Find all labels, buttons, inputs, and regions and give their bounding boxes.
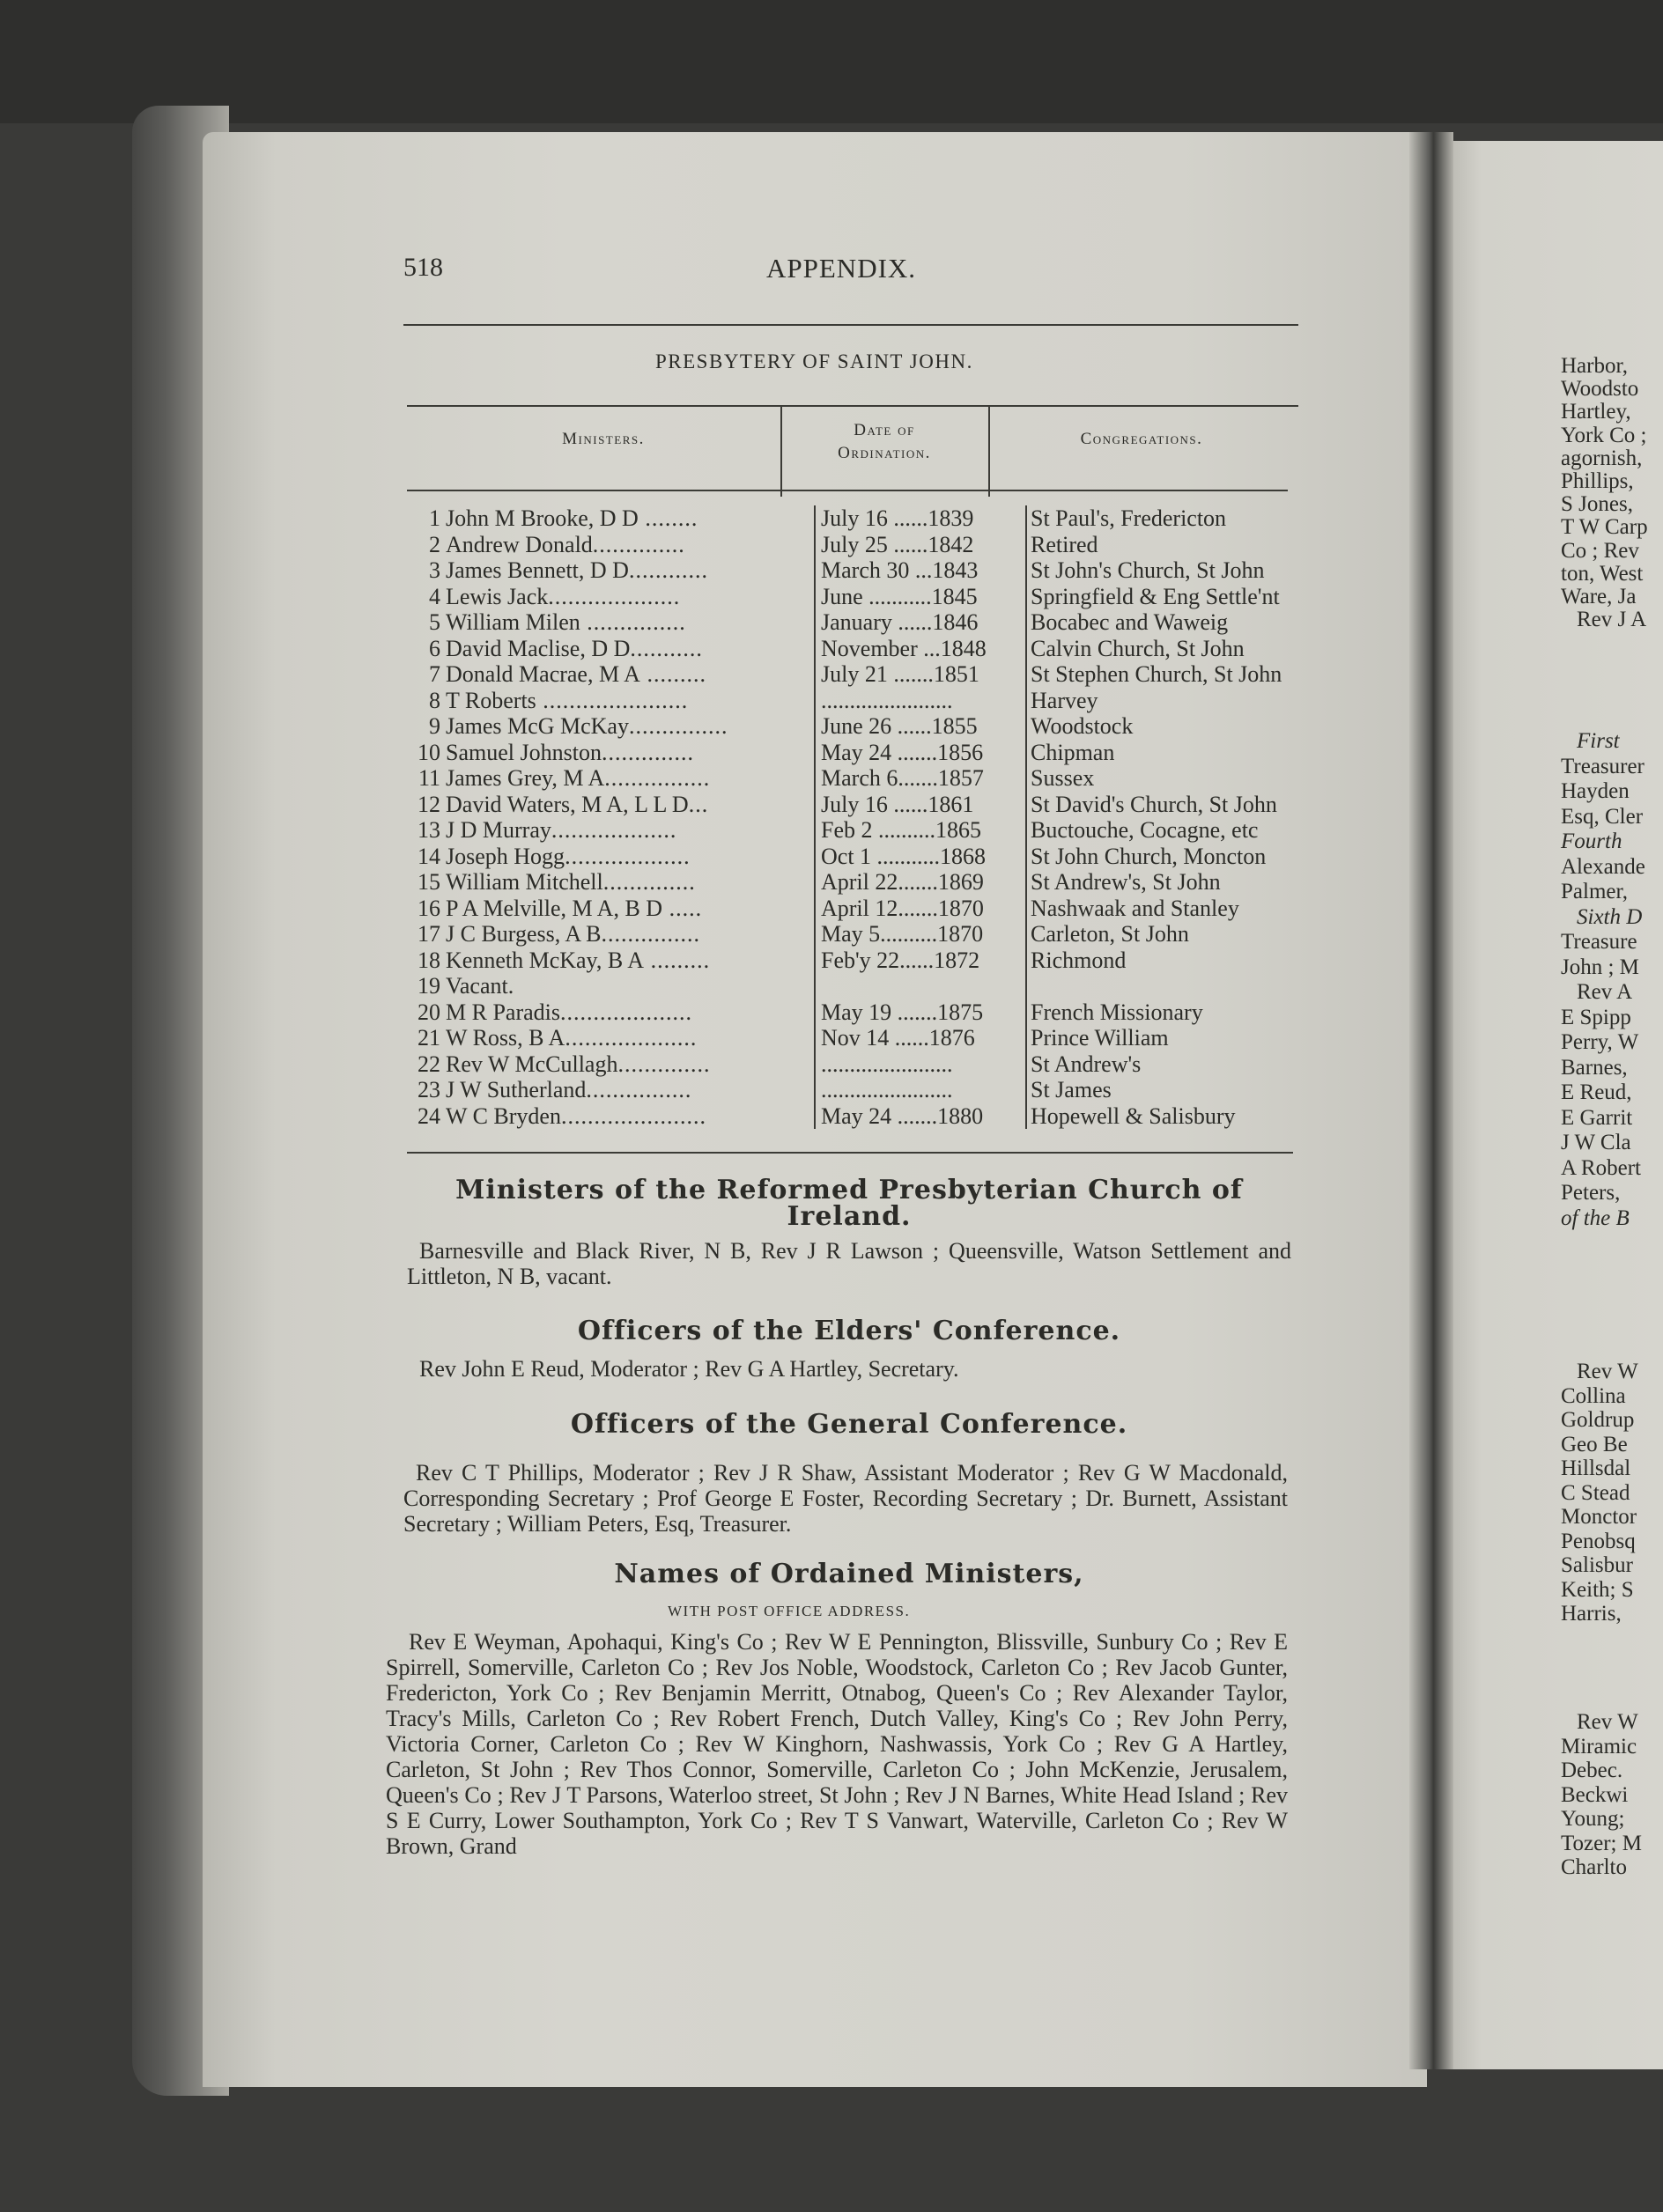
right-page-line: ton, West (1561, 561, 1644, 586)
ordination-date: March 30 ...1843 (815, 557, 1026, 584)
leader-dots: ........... (630, 635, 703, 661)
leader-dots: ................ (586, 1077, 692, 1102)
right-page-line: Charlto (1561, 1855, 1627, 1879)
ordination-date (815, 973, 1026, 999)
right-page-line: T W Carp (1561, 515, 1648, 540)
right-page-line: Barnes, (1561, 1055, 1628, 1080)
right-page-line: Esq, Cler (1561, 804, 1644, 829)
ordained-subheading: WITH POST OFFICE ADDRESS. (668, 1603, 911, 1619)
congregation: Calvin Church, St John (1026, 636, 1282, 662)
table-row (407, 817, 1282, 844)
reformed-heading-line2: Ireland. (787, 1201, 912, 1232)
table-row (407, 688, 1282, 714)
right-page-line: Hartley, (1561, 400, 1631, 424)
right-page-line: York Co ; (1561, 423, 1647, 447)
right-page-line: Rev W (1577, 1360, 1638, 1383)
congregation: Nashwaak and Stanley (1026, 896, 1282, 922)
right-page-line: Treasurer (1561, 754, 1645, 778)
row-number: 18 (418, 947, 440, 973)
right-page-line: Monctor (1561, 1505, 1637, 1529)
reformed-body: Barnesville and Black River, N B, Rev J R Lawson ; Queensville, Watson Settlement and Littleton, N B, vacant. (407, 1238, 1291, 1289)
film-border (0, 0, 1663, 123)
right-page-line: Collina (1561, 1383, 1626, 1408)
minister-name-cell (446, 1103, 815, 1130)
minister-name-cell (446, 609, 815, 636)
col-divider-1 (780, 405, 782, 497)
ordination-date: April 12.......1870 (815, 896, 1026, 922)
right-page-line: Rev J A (1577, 608, 1647, 632)
right-page-line: Perry, W (1561, 1030, 1639, 1054)
ordination-date: July 16 ......1839 (815, 505, 1026, 532)
leader-dots: .............. (602, 869, 696, 895)
leader-dots: .............. (617, 1051, 711, 1077)
minister-name: J C Burgess, A B (446, 921, 602, 947)
ministers-table (407, 505, 1282, 1129)
general-body: Rev C T Phillips, Moderator ; Rev J R Shaw, Assistant Moderator ; Rev G W Macdonald, Corresponding Secretary ; Prof George E Foster, Recording Secretary ; Dr. Burnett, Assistant Secretary ; William Peters, Esq, Treasurer. (403, 1460, 1288, 1537)
right-page-line: Penobsq (1561, 1529, 1636, 1553)
ordination-date: July 21 .......1851 (815, 661, 1026, 688)
congregation: Buctouche, Cocagne, etc (1026, 817, 1282, 844)
right-page-line: Palmer, (1561, 880, 1629, 903)
leader-dots: .............. (592, 531, 685, 557)
leader-dots: ................... (565, 843, 691, 869)
congregation: St Andrew's, St John (1026, 869, 1282, 896)
minister-name: Lewis Jack (446, 583, 549, 609)
row-number: 17 (418, 921, 440, 947)
leader-dots: ... (688, 791, 709, 817)
table-row (407, 584, 1282, 610)
minister-name: Donald Macrae, M A (446, 661, 640, 687)
minister-name: Rev W McCullagh (446, 1051, 618, 1077)
row-number: 3 (429, 557, 440, 583)
col-header-date (782, 419, 987, 465)
ordination-date: November ...1848 (815, 636, 1026, 662)
minister-name-cell (446, 792, 815, 818)
congregation: St Andrew's (1026, 1051, 1282, 1078)
congregation: St James (1026, 1077, 1282, 1103)
minister-name: John M Brooke, D D (446, 505, 639, 531)
row-number: 5 (429, 609, 440, 635)
right-page-line: Harbor, (1561, 354, 1629, 378)
ordination-date: July 25 ......1842 (815, 532, 1026, 558)
table-row (407, 921, 1282, 947)
minister-name-cell (446, 1077, 815, 1103)
table-row (407, 636, 1282, 662)
table-row (407, 869, 1282, 896)
minister-name: James Bennett, D D (446, 557, 629, 583)
page-number: 518 (403, 253, 443, 282)
minister-name: David Maclise, D D (446, 635, 631, 661)
minister-name-cell (446, 636, 815, 662)
right-page-line: Sixth D (1577, 904, 1643, 929)
ordained-heading: Names of Ordained Ministers, (614, 1559, 1084, 1589)
congregation: St Paul's, Fredericton (1026, 505, 1282, 532)
congregation: Richmond (1026, 947, 1282, 974)
row-number: 6 (429, 635, 440, 661)
row-number: 1 (429, 505, 440, 531)
right-page-line: Young; (1561, 1807, 1625, 1831)
col-divider-2 (988, 405, 990, 497)
running-head: APPENDIX. (766, 253, 917, 284)
ordination-date: April 22.......1869 (815, 869, 1026, 896)
leader-dots: .................... (548, 583, 681, 609)
reformed-heading-line1: Ministers of the Reformed Presbyterian Church of (455, 1175, 1243, 1206)
minister-name-cell (446, 817, 815, 844)
ordination-date: July 16 ......1861 (815, 792, 1026, 818)
right-page-line: Rev A (1577, 980, 1633, 1004)
minister-name-cell (446, 584, 815, 610)
minister-name-cell (446, 896, 815, 922)
table-top-rule (407, 405, 1298, 407)
right-page-line: E Garrit (1561, 1105, 1633, 1130)
minister-name-cell (446, 713, 815, 740)
congregation: Prince William (1026, 1025, 1282, 1051)
table-bottom-rule (407, 1152, 1293, 1154)
leader-dots: .................... (560, 999, 692, 1025)
congregation: Chipman (1026, 740, 1282, 766)
row-number: 10 (418, 739, 440, 765)
congregation (1026, 973, 1282, 999)
table-row (407, 973, 1282, 999)
row-number: 22 (418, 1051, 440, 1077)
row-number: 4 (429, 583, 440, 609)
table-row (407, 532, 1282, 558)
col-header-date-line1: Date of (854, 421, 915, 439)
right-page-line: First (1577, 729, 1620, 753)
table-row (407, 1051, 1282, 1078)
general-heading: Officers of the General Conference. (570, 1409, 1128, 1440)
ordination-date: May 24 .......1880 (815, 1103, 1026, 1130)
leader-dots: ..... (662, 895, 703, 921)
row-number: 9 (429, 713, 440, 739)
minister-name: Andrew Donald (446, 531, 593, 557)
minister-name-cell (446, 740, 815, 766)
ordination-date: May 5..........1870 (815, 921, 1026, 947)
col-header-ministers: Ministers. (562, 430, 645, 448)
right-page-line: Phillips, (1561, 469, 1634, 493)
congregation: St David's Church, St John (1026, 792, 1282, 818)
right-page-line: Keith; S (1561, 1577, 1634, 1602)
leader-dots: ........ (638, 505, 698, 531)
row-number: 21 (418, 1025, 440, 1051)
ordination-date: Feb'y 22......1872 (815, 947, 1026, 974)
leader-dots: ............... (580, 609, 686, 635)
right-page-line: Woodsto (1561, 377, 1639, 402)
table-row (407, 765, 1282, 792)
congregation: Sussex (1026, 765, 1282, 792)
table-row (407, 505, 1282, 532)
right-page-line: Alexande (1561, 854, 1645, 879)
right-page-line: Peters, (1561, 1181, 1621, 1205)
table-row (407, 1103, 1282, 1130)
minister-name-cell (446, 532, 815, 558)
minister-name: W C Bryden (446, 1102, 561, 1129)
congregation: Bocabec and Waweig (1026, 609, 1282, 636)
right-page-line: Beckwi (1561, 1782, 1629, 1807)
right-page-line: Hillsdal (1561, 1456, 1631, 1480)
row-number: 23 (418, 1077, 440, 1102)
right-page-line: Hayden (1561, 779, 1630, 803)
congregation: Carleton, St John (1026, 921, 1282, 947)
minister-name: J W Sutherland (446, 1077, 587, 1102)
minister-name: William Milen (446, 609, 580, 635)
right-page-line: E Reud, (1561, 1080, 1632, 1104)
right-page-line: Salisbur (1561, 1553, 1633, 1577)
right-page-line: S Jones, (1561, 492, 1633, 517)
minister-name-cell (446, 921, 815, 947)
row-number: 7 (429, 661, 440, 687)
table-row (407, 609, 1282, 636)
right-page-line: of the B (1561, 1206, 1630, 1230)
minister-name-cell (446, 844, 815, 870)
leader-dots: .............. (601, 739, 694, 765)
right-page-line: E Spipp (1561, 1005, 1631, 1029)
minister-name-cell (446, 1025, 815, 1051)
right-page-line: J W Cla (1561, 1131, 1631, 1154)
minister-name: Kenneth McKay, B A (446, 947, 645, 973)
congregation: St Stephen Church, St John (1026, 661, 1282, 688)
ordination-date: January ......1846 (815, 609, 1026, 636)
ordination-date: ....................... (815, 1077, 1026, 1103)
row-number: 2 (429, 531, 440, 557)
right-page-line: Fourth (1561, 830, 1622, 853)
minister-name-cell (446, 869, 815, 896)
right-page-line: Tozer; M (1561, 1831, 1642, 1855)
right-page-line: Goldrup (1561, 1408, 1635, 1432)
leader-dots: ............ (628, 557, 708, 583)
ordination-date: May 19 .......1875 (815, 999, 1026, 1026)
minister-name: M R Paradis (446, 999, 560, 1025)
table-row (407, 661, 1282, 688)
elders-body: Rev John E Reud, Moderator ; Rev G A Hartley, Secretary. (419, 1356, 959, 1382)
right-page-line: A Robert (1561, 1155, 1641, 1180)
table-row (407, 557, 1282, 584)
table-row (407, 1025, 1282, 1051)
minister-name-cell (446, 973, 815, 999)
row-number: 20 (418, 999, 440, 1025)
row-number: 13 (418, 817, 440, 843)
congregation: French Missionary (1026, 999, 1282, 1026)
ordination-date: ....................... (815, 1051, 1026, 1078)
congregation: St John Church, Moncton (1026, 844, 1282, 870)
presbytery-title: PRESBYTERY OF SAINT JOHN. (655, 350, 973, 372)
minister-name: T Roberts (446, 687, 536, 713)
ordination-date: March 6.......1857 (815, 765, 1026, 792)
congregation: Woodstock (1026, 713, 1282, 740)
minister-name: Joseph Hogg (446, 843, 565, 869)
leader-dots: ...................... (560, 1102, 706, 1129)
right-page-line: Treasure (1561, 930, 1637, 954)
table-row (407, 740, 1282, 766)
minister-name-cell (446, 999, 815, 1026)
ordained-body: Rev E Weyman, Apohaqui, King's Co ; Rev W E Pennington, Blissville, Sunbury Co ; Rev E Spirrell, Somerville, Carleton Co ; Rev Jos Noble, Woodstock, Carleton Co ; Rev Jacob Gunter, Fredericton, York Co ; Rev Benjamin Merritt, Otnabog, Queen's Co ; Rev Alexander Taylor, Tracy's Mills, Carleton Co ; Rev Robert French, Dutch Valley, King's Co ; Rev John Perry, Victoria Corner, Carleton Co ; Rev W Kinghorn, Nashwassis, York Co ; Rev G A Hartley, Carleton, St John ; Rev Thos Connor, Somerville, Carleton Co ; John McKenzie, Jerusalem, Queen's Co ; Rev J T Parsons, Waterloo street, St John ; Rev J N Barnes, White Head Island ; Rev S E Curry, Lower Southampton, York Co ; Rev T S Vanwart, Waterville, Carleton Co ; Rev W Brown, Grand (386, 1629, 1288, 1859)
right-page-line: John ; M (1561, 955, 1639, 979)
row-number: 19 (418, 973, 440, 999)
minister-name: Samuel Johnston (446, 739, 602, 765)
minister-name: James McG McKay (446, 713, 629, 739)
leader-dots: ................ (604, 765, 711, 791)
right-page-line: Geo Be (1561, 1432, 1628, 1456)
leader-dots: .................... (565, 1025, 698, 1051)
minister-name: David Waters, M A, L L D (446, 791, 689, 817)
leader-dots: ............... (601, 921, 701, 947)
right-page-line: Debec. (1561, 1759, 1623, 1782)
ordination-date: Nov 14 ......1876 (815, 1025, 1026, 1051)
congregation: Springfield & Eng Settle'nt (1026, 584, 1282, 610)
leader-dots: ......... (639, 661, 706, 687)
congregation: Harvey (1026, 688, 1282, 714)
ordination-date: Feb 2 ..........1865 (815, 817, 1026, 844)
row-number: 11 (418, 765, 440, 791)
right-page-line: Miramic (1561, 1734, 1637, 1759)
elders-heading: Officers of the Elders' Conference. (577, 1316, 1121, 1346)
ordination-date: Oct 1 ...........1868 (815, 844, 1026, 870)
right-page-line: Ware, Ja (1561, 585, 1637, 608)
leader-dots: ......... (644, 947, 711, 973)
congregation: Retired (1026, 532, 1282, 558)
minister-name-cell (446, 1051, 815, 1078)
page-gutter (1409, 132, 1453, 2069)
row-number: 14 (418, 843, 440, 869)
col-header-date-line2: Ordination. (838, 444, 931, 462)
row-number: 24 (418, 1102, 440, 1129)
row-number: 12 (418, 791, 440, 817)
right-page-line: Co ; Rev (1561, 538, 1639, 563)
right-page-line: Rev W (1577, 1710, 1638, 1734)
right-page-line: Harris, (1561, 1602, 1622, 1626)
minister-name: J D Murray (446, 817, 551, 843)
ordination-date: June 26 ......1855 (815, 713, 1026, 740)
table-row (407, 844, 1282, 870)
minister-name-cell (446, 661, 815, 688)
row-number: 8 (429, 687, 440, 713)
col-header-congregations: Congregations. (1080, 430, 1203, 448)
ordination-date: ....................... (815, 688, 1026, 714)
right-page-line: agornish, (1561, 446, 1643, 470)
minister-name-cell (446, 557, 815, 584)
leader-dots: ................... (551, 817, 677, 843)
minister-name: W Ross, B A (446, 1025, 565, 1051)
minister-name-cell (446, 765, 815, 792)
right-page-line: C Stead (1561, 1480, 1630, 1505)
table-row (407, 792, 1282, 818)
table-row (407, 1077, 1282, 1103)
table-row (407, 947, 1282, 974)
congregation: St John's Church, St John (1026, 557, 1282, 584)
table-row (407, 896, 1282, 922)
ordination-date: June ...........1845 (815, 584, 1026, 610)
minister-name: Vacant. (446, 973, 514, 999)
minister-name-cell (446, 947, 815, 974)
minister-name-cell (446, 688, 815, 714)
minister-name: William Mitchell (446, 869, 603, 895)
ordination-date: May 24 .......1856 (815, 740, 1026, 766)
row-number: 15 (418, 869, 440, 895)
minister-name-cell (446, 505, 815, 532)
minister-name: James Grey, M A (446, 765, 605, 791)
row-number: 16 (418, 895, 440, 921)
congregation: Hopewell & Salisbury (1026, 1103, 1282, 1130)
table-header-rule (407, 490, 1288, 491)
table-row (407, 713, 1282, 740)
leader-dots: ...................... (536, 687, 689, 713)
table-row (407, 999, 1282, 1026)
minister-name: P A Melville, M A, B D (446, 895, 663, 921)
header-rule (403, 324, 1298, 326)
leader-dots: ............... (628, 713, 728, 739)
